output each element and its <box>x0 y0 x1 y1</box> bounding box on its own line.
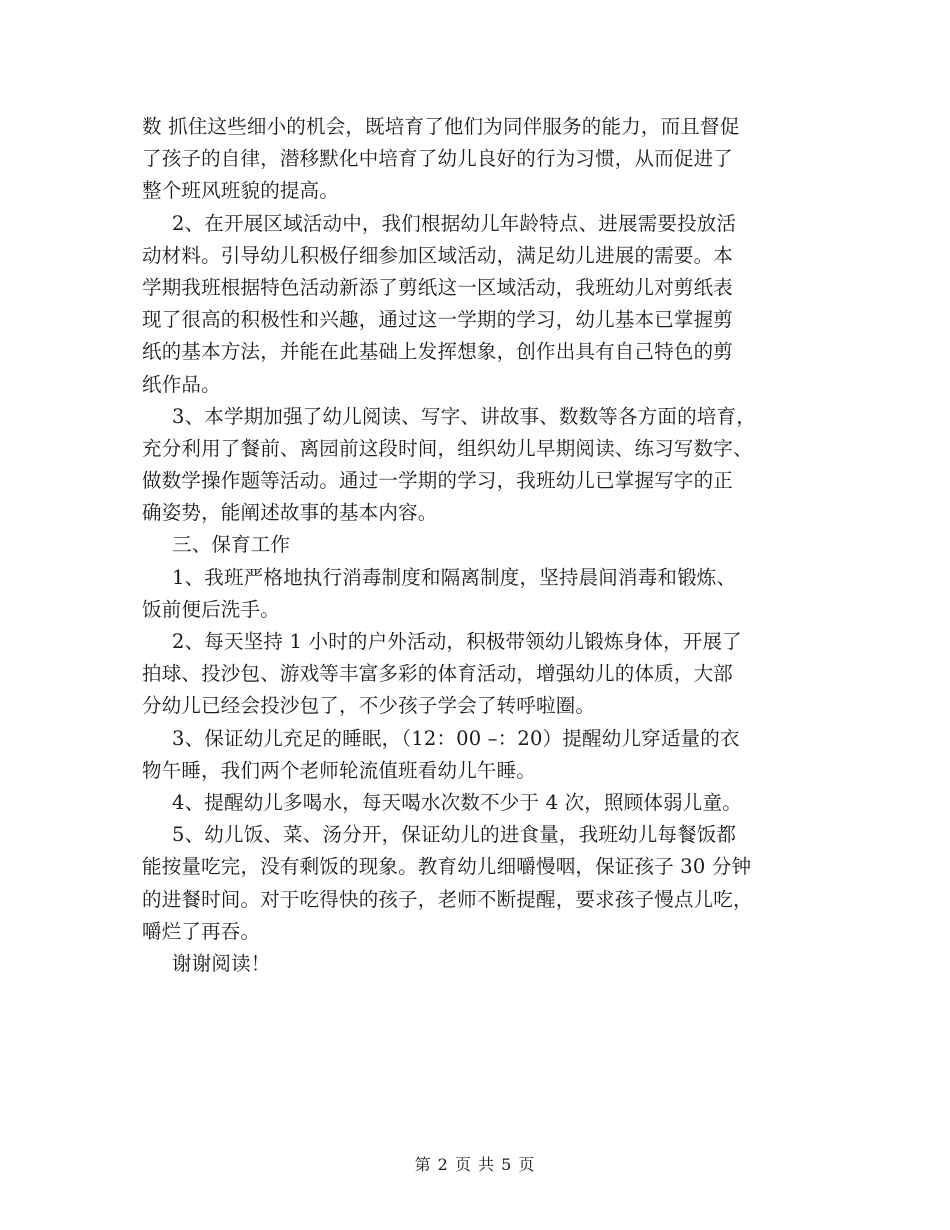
text-line: 做数学操作题等活动。通过一学期的学习，我班幼儿已掌握写字的正 <box>142 469 734 493</box>
text-line: 3、保证幼儿充足的睡眠，（12：00 –：20）提醒幼儿穿适量的衣 <box>172 726 740 750</box>
text-line: 4、提醒幼儿多喝水，每天喝水次数不少于 4 次，照顾体弱儿童。 <box>172 790 742 814</box>
text-line: 现了很高的积极性和兴趣，通过这一学期的学习，幼儿基本已掌握剪 <box>142 308 734 332</box>
text-line: 三、保育工作 <box>172 533 291 557</box>
document-body <box>142 111 832 980</box>
text-line: 充分利用了餐前、离园前这段时间，组织幼儿早期阅读、练习写数字、 <box>142 436 753 460</box>
text-line: 物午睡，我们两个老师轮流值班看幼儿午睡。 <box>142 758 537 782</box>
text-line: 确姿势，能阐述故事的基本内容。 <box>142 501 438 525</box>
text-line: 拍球、投沙包、游戏等丰富多彩的体育活动，增强幼儿的体质，大部 <box>142 662 734 686</box>
text-line: 5、幼儿饭、菜、汤分开，保证幼儿的进食量，我班幼儿每餐饭都 <box>172 823 737 847</box>
text-line: 2、在开展区域活动中，我们根据幼儿年龄特点、进展需要投放活 <box>172 211 737 235</box>
text-line: 学期我班根据特色活动新添了剪纸这一区域活动，我班幼儿对剪纸表 <box>142 275 734 299</box>
text-line: 分幼儿已经会投沙包了，不少孩子学会了转呼啦圈。 <box>142 694 596 718</box>
text-line: 整个班风班貌的提高。 <box>142 179 340 203</box>
text-line: 纸作品。 <box>142 372 221 396</box>
text-line: 的进餐时间。对于吃得快的孩子，老师不断提醒，要求孩子慢点儿吃， <box>142 887 753 911</box>
text-line: 能按量吃完，没有剩饭的现象。教育幼儿细嚼慢咽，保证孩子 30 分钟 <box>142 855 752 879</box>
page-footer: 第 2 页 共 5 页 <box>414 1155 536 1174</box>
text-line: 饭前便后洗手。 <box>142 597 280 621</box>
text-line: 了孩子的自律，潜移默化中培育了幼儿良好的行为习惯，从而促进了 <box>142 147 734 171</box>
text-line: 纸的基本方法，并能在此基础上发挥想象，创作出具有自己特色的剪 <box>142 340 734 364</box>
text-line: 谢谢阅读！ <box>172 951 271 975</box>
text-line: 数 抓住这些细小的机会，既培育了他们为同伴服务的能力，而且督促 <box>142 115 740 138</box>
text-line: 3、本学期加强了幼儿阅读、写字、讲故事、数数等各方面的培育， <box>172 404 756 428</box>
text-line: 动材料。引导幼儿积极仔细参加区域活动，满足幼儿进展的需要。本 <box>142 243 734 267</box>
text-line: 嚼烂了再吞。 <box>142 919 261 943</box>
text-line: 2、每天坚持 1 小时的户外活动，积极带领幼儿锻炼身体，开展了 <box>172 630 742 653</box>
text-line: 1、我班严格地执行消毒制度和隔离制度，坚持晨间消毒和锻炼、 <box>172 565 737 589</box>
